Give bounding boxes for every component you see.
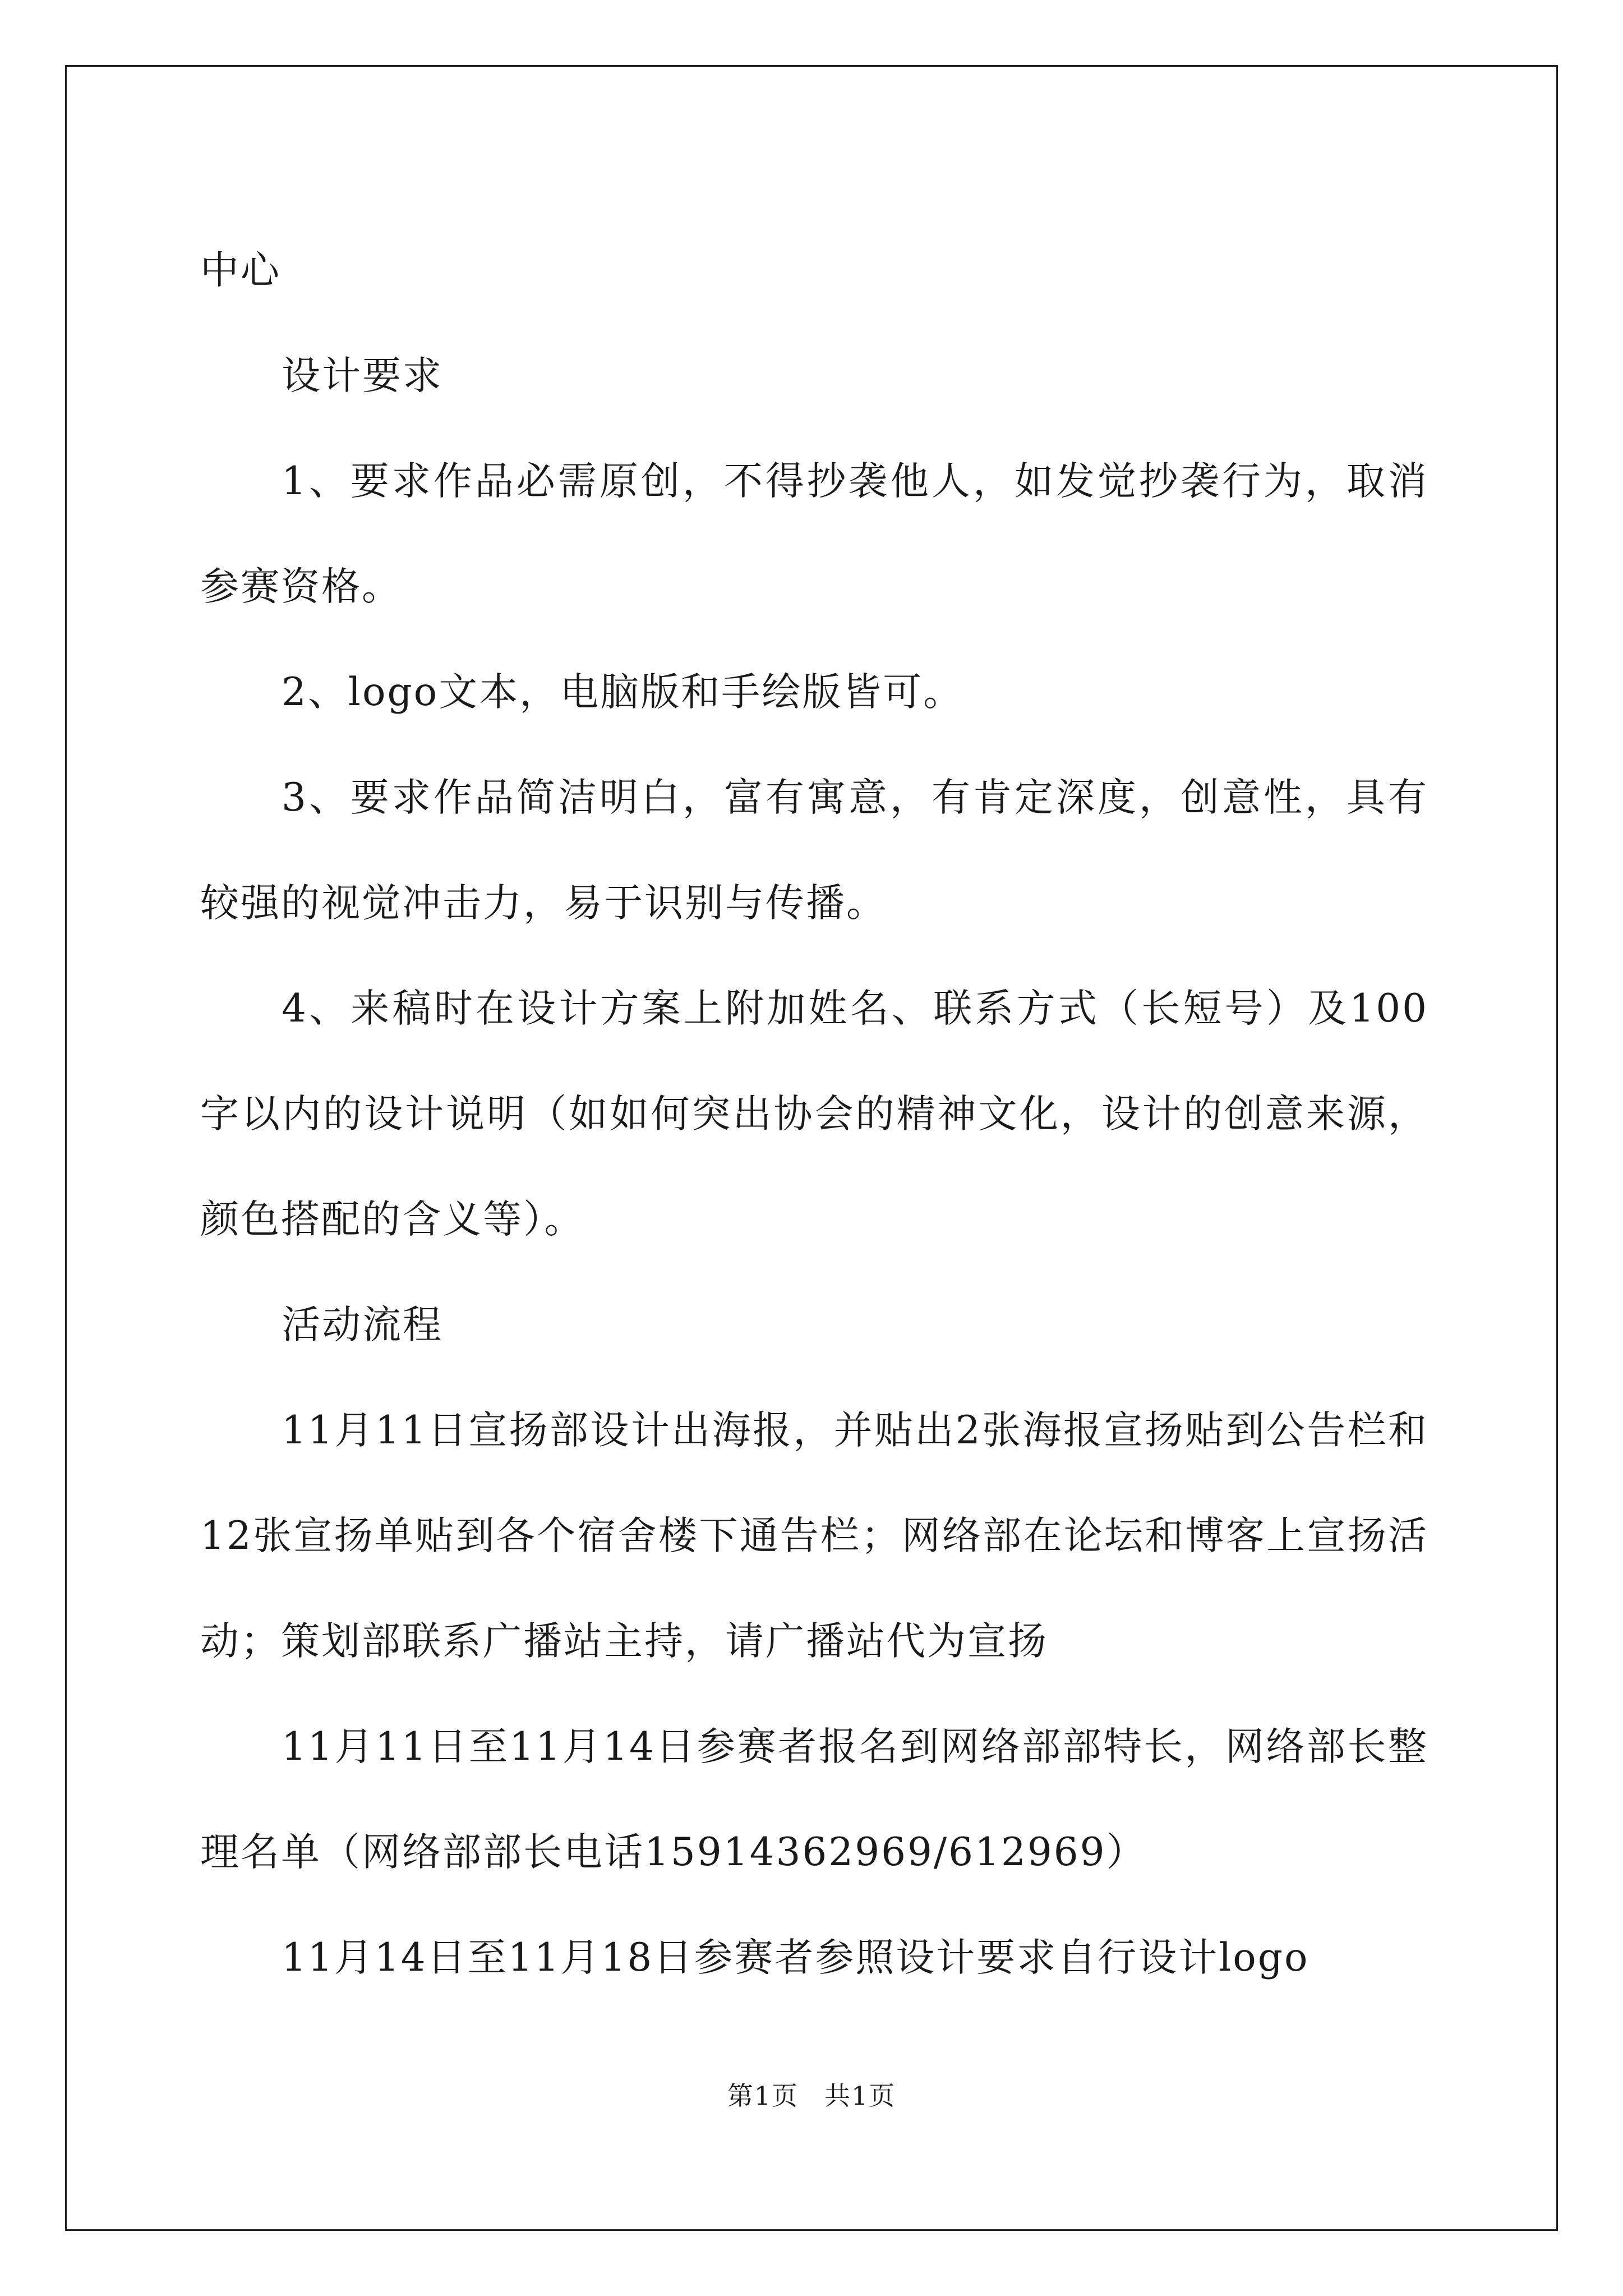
requirement-item-2: 2、logo文本，电脑版和手绘版皆可。 <box>282 670 964 715</box>
process-step-3: 11月14日至11月18日参赛者参照设计要求自行设计logo <box>282 1935 1310 1980</box>
paragraph-continuation: 中心 <box>200 248 281 293</box>
section-heading-design-requirements: 设计要求 <box>282 353 443 398</box>
process-step-2: 11月11日至11月14日参赛者报名到网络部部特长，网络部长整理名单（网络部部长电话15914362969/612969） <box>200 1724 1428 1875</box>
requirement-item-4: 4、来稿时在设计方案上附加姓名、联系方式（长短号）及100字以内的设计说明（如如何突出协会的精神文化，设计的创意来源，颜色搭配的含义等）。 <box>200 986 1428 1242</box>
page-footer <box>0 2076 1623 2113</box>
process-step-1: 11月11日宣扬部设计出海报，并贴出2张海报宣扬贴到公告栏和12张宣扬单贴到各个宿舍楼下通告栏；网络部在论坛和博客上宣扬活动；策划部联系广播站主持，请广播站代为宣扬 <box>200 1408 1428 1664</box>
page-number: 第1页 <box>727 2081 799 2111</box>
page-total: 共1页 <box>824 2081 896 2111</box>
section-heading-activity-process: 活动流程 <box>282 1303 443 1347</box>
requirement-item-1: 1、要求作品必需原创，不得抄袭他人，如发觉抄袭行为，取消参赛资格。 <box>200 459 1428 609</box>
requirement-item-3: 3、要求作品简洁明白，富有寓意，有肯定深度，创意性，具有较强的视觉冲击力，易于识别与传播。 <box>200 775 1428 926</box>
document-body <box>200 218 1428 2010</box>
